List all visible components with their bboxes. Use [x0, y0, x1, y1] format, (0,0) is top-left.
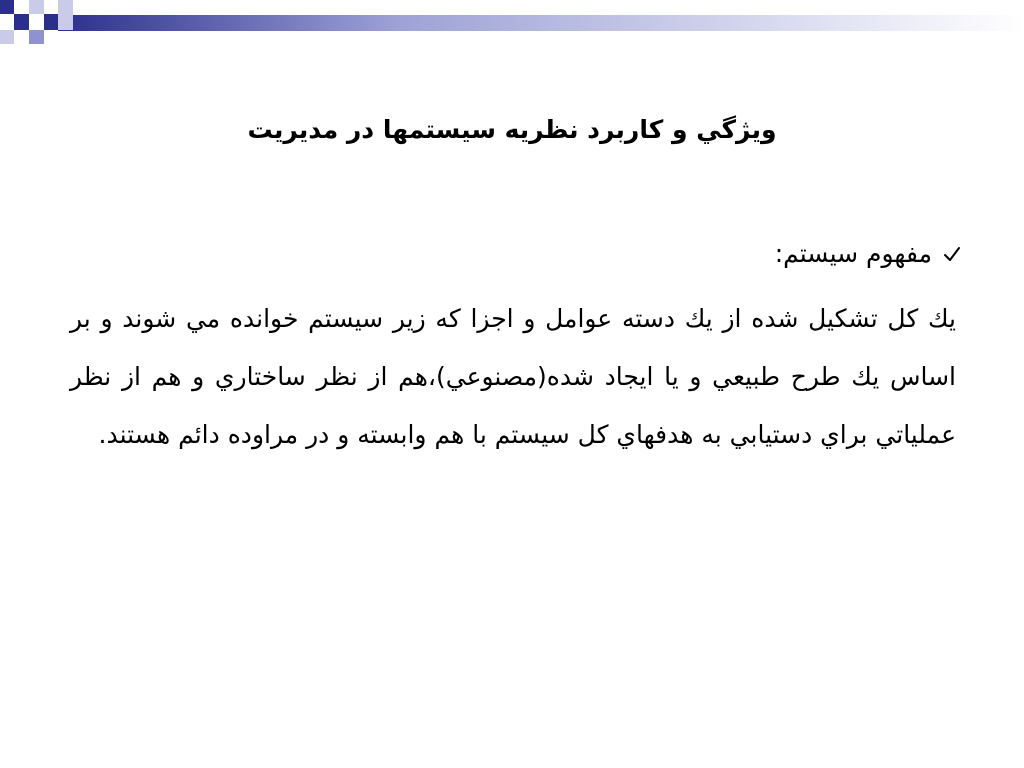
check-icon: [942, 244, 962, 264]
slide-content: [70, 230, 962, 464]
bullet-item: [70, 230, 962, 278]
definition-paragraph: يك كل تشكيل شده از يك دسته عوامل و اجزا كه زير سيستم خوانده مي شوند و بر اساس يك طرح طبيعي و يا ايجاد شده(مصنوعي)،هم از نظر ساختاري و هم از نظر عملياتي براي دستيابي به هدفهاي كل سيستم با هم وابسته و در مراوده دائم هستند.: [70, 304, 956, 449]
bullet-label: مفهوم سيستم:: [774, 239, 932, 268]
header-gradient-bar: [58, 15, 1024, 31]
slide-title: ويژگي و كاربرد نظريه سيستمها در مديريت: [247, 115, 777, 144]
header-decoration: [0, 0, 1024, 64]
checker-pattern: [0, 0, 80, 64]
